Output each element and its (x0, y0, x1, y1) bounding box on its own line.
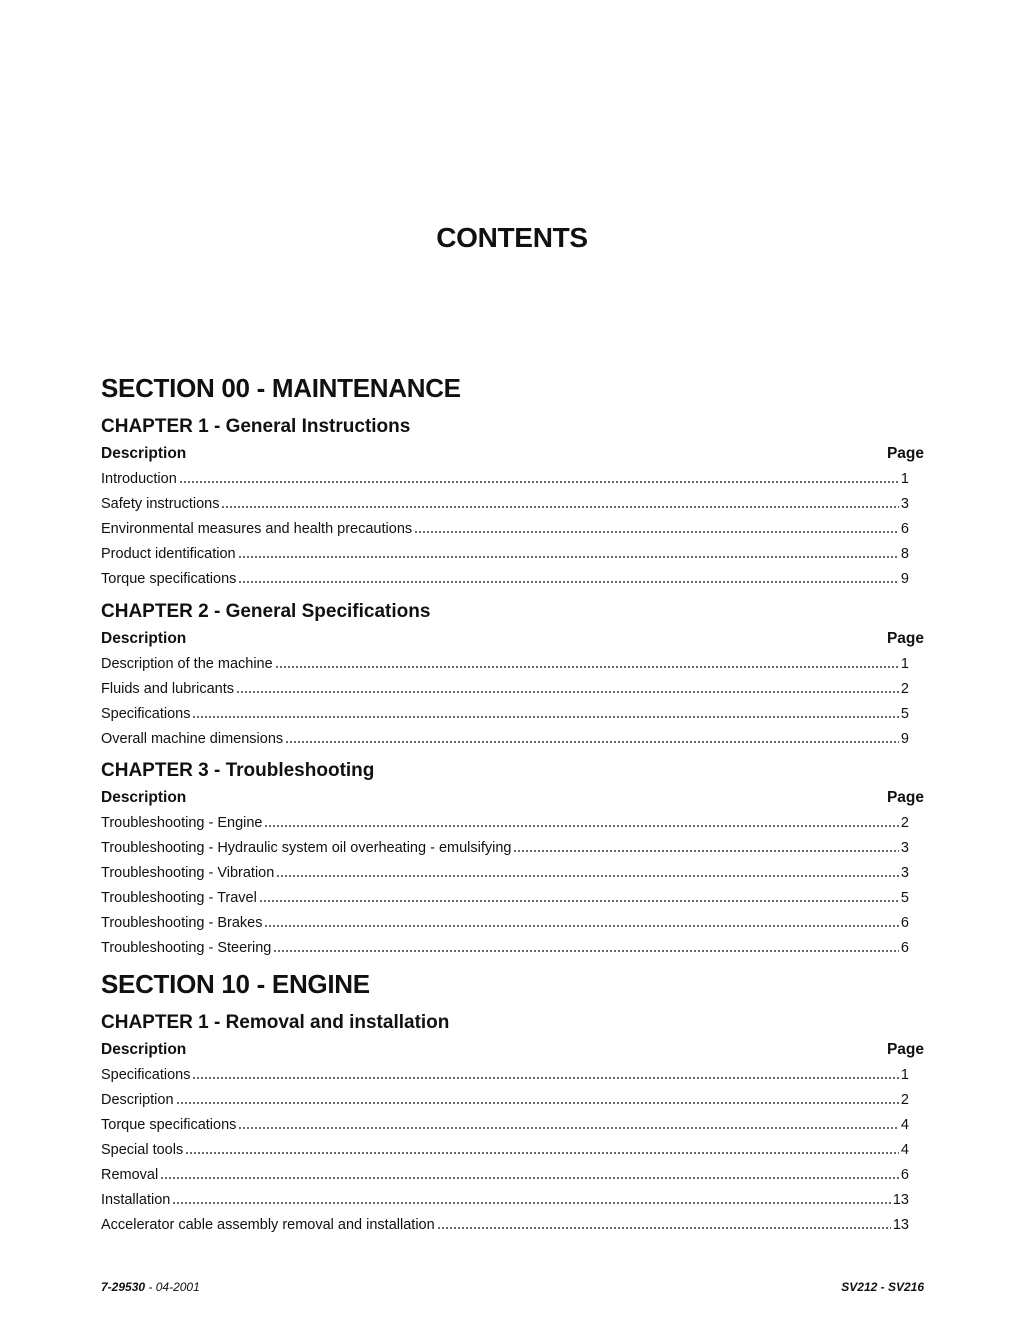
toc-entry-title: Troubleshooting - Brakes (101, 915, 263, 932)
toc-entry-page: 8 (900, 546, 909, 563)
column-header (101, 629, 924, 649)
toc-entry-title: Torque specifications (101, 571, 237, 588)
dot-leader (238, 545, 899, 559)
column-header-page: Page (886, 1040, 924, 1058)
toc-entry-page: 9 (900, 571, 909, 588)
toc-entry-page: 1 (900, 655, 909, 672)
toc-entry-page: 5 (900, 890, 909, 907)
toc-entry (101, 1115, 909, 1135)
toc-entry-title: Description of the machine (101, 655, 273, 672)
dot-leader (264, 814, 898, 828)
dot-leader (236, 680, 899, 694)
toc-entry (101, 494, 909, 514)
toc-entry-title: Specifications (101, 1066, 191, 1083)
chapter-heading: CHAPTER 1 - Removal and installation (101, 1011, 450, 1033)
dot-leader (179, 470, 899, 484)
dot-leader (172, 1191, 891, 1205)
toc-entry (101, 729, 909, 749)
toc-entry-title: Installation (101, 1192, 171, 1208)
column-header-page: Page (886, 445, 924, 462)
column-header-page: Page (886, 629, 924, 647)
toc-entry-page: 9 (900, 730, 909, 747)
toc-entry-page: 1 (900, 471, 909, 487)
column-header-description: Description (101, 1040, 187, 1058)
dot-leader (513, 839, 898, 853)
toc-entry-title: Environmental measures and health precautions (101, 521, 413, 538)
toc-entry (101, 1090, 909, 1110)
dot-leader (238, 570, 899, 584)
toc-entry (101, 1215, 909, 1235)
toc-entry-title: Troubleshooting - Travel (101, 890, 257, 907)
dot-leader (264, 914, 898, 928)
dot-leader (276, 864, 899, 878)
column-header-description: Description (101, 629, 187, 647)
toc-entry (101, 544, 909, 564)
toc-entry-page: 13 (892, 1192, 909, 1208)
dot-leader (185, 1141, 899, 1155)
toc-entry-title: Troubleshooting - Vibration (101, 865, 275, 882)
dot-leader (192, 1066, 898, 1080)
toc-entry-title: Fluids and lubricants (101, 680, 234, 697)
toc-entry-title: Description (101, 1091, 174, 1108)
dot-leader (160, 1166, 899, 1180)
toc-entry-title: Product identification (101, 546, 236, 563)
chapter-heading: CHAPTER 3 - Troubleshooting (101, 759, 375, 781)
toc-entry-page: 6 (900, 915, 909, 932)
toc-entry-page: 3 (900, 865, 909, 882)
toc-entry-title: Troubleshooting - Steering (101, 940, 272, 957)
toc-entry (101, 519, 909, 539)
toc-entry (101, 654, 909, 674)
dot-leader (437, 1216, 891, 1230)
footer-models: SV212 - SV216 (841, 1280, 924, 1294)
toc-entry (101, 838, 909, 858)
toc-entry (101, 813, 909, 833)
toc-entry-title: Introduction (101, 471, 177, 487)
toc-entry-page: 13 (892, 1217, 909, 1234)
dot-leader (238, 1116, 899, 1130)
section-heading: SECTION 00 - MAINTENANCE (101, 373, 461, 403)
toc-entry-page: 5 (900, 705, 909, 722)
toc-entry (101, 1190, 909, 1210)
dot-leader (221, 495, 898, 509)
toc-entry-page: 2 (900, 680, 909, 697)
dot-leader (285, 730, 899, 744)
dot-leader (176, 1091, 899, 1105)
toc-entry-title: Special tools (101, 1141, 184, 1158)
toc-entry-page: 6 (900, 1166, 909, 1183)
toc-entry-title: Safety instructions (101, 496, 220, 513)
toc-entry-page: 6 (900, 521, 909, 538)
toc-entry (101, 888, 909, 908)
column-header-description: Description (101, 788, 187, 806)
toc-entry-page: 2 (900, 814, 909, 831)
page-title: CONTENTS (436, 222, 588, 253)
toc-entry-page: 2 (900, 1091, 909, 1108)
section-heading: SECTION 10 - ENGINE (101, 968, 370, 999)
toc-entry (101, 469, 909, 489)
toc-entry-page: 4 (900, 1141, 909, 1158)
dot-leader (273, 939, 899, 953)
toc-entry (101, 1165, 909, 1185)
footer-doc-info (101, 1280, 200, 1294)
chapter-heading: CHAPTER 2 - General Specifications (101, 600, 431, 622)
dot-leader (192, 705, 898, 719)
toc-entry-page: 3 (900, 840, 909, 856)
toc-entry-page: 1 (900, 1066, 909, 1083)
toc-entry (101, 913, 909, 933)
toc-entry-title: Troubleshooting - Hydraulic system oil overheating - emulsifying (101, 840, 512, 856)
toc-entry (101, 938, 909, 958)
doc-date: 04-2001 (155, 1280, 200, 1294)
chapter-heading: CHAPTER 1 - General Instructions (101, 416, 411, 437)
toc-entry-title: Troubleshooting - Engine (101, 814, 263, 831)
column-header-page: Page (886, 788, 924, 806)
toc-entry-title: Overall machine dimensions (101, 730, 284, 747)
toc-entry (101, 679, 909, 699)
toc-entry-title: Removal (101, 1166, 159, 1183)
toc-entry-page: 3 (900, 496, 909, 513)
toc-entry (101, 1140, 909, 1160)
toc-entry-title: Specifications (101, 705, 191, 722)
toc-entry (101, 1065, 909, 1085)
dot-leader (414, 520, 899, 534)
column-header-description: Description (101, 445, 187, 462)
column-header (101, 788, 924, 808)
toc-entry (101, 704, 909, 724)
toc-entry-title: Torque specifications (101, 1116, 237, 1133)
column-header (101, 1040, 924, 1060)
footer-separator: - (145, 1280, 156, 1294)
column-header (101, 444, 924, 464)
toc-entry-page: 4 (900, 1116, 909, 1133)
toc-entry-page: 6 (900, 940, 909, 957)
dot-leader (259, 889, 899, 903)
toc-entry (101, 863, 909, 883)
dot-leader (275, 655, 899, 669)
doc-number: 7-29530 (101, 1280, 146, 1294)
toc-entry-title: Accelerator cable assembly removal and installation (101, 1217, 435, 1234)
toc-entry (101, 569, 909, 589)
